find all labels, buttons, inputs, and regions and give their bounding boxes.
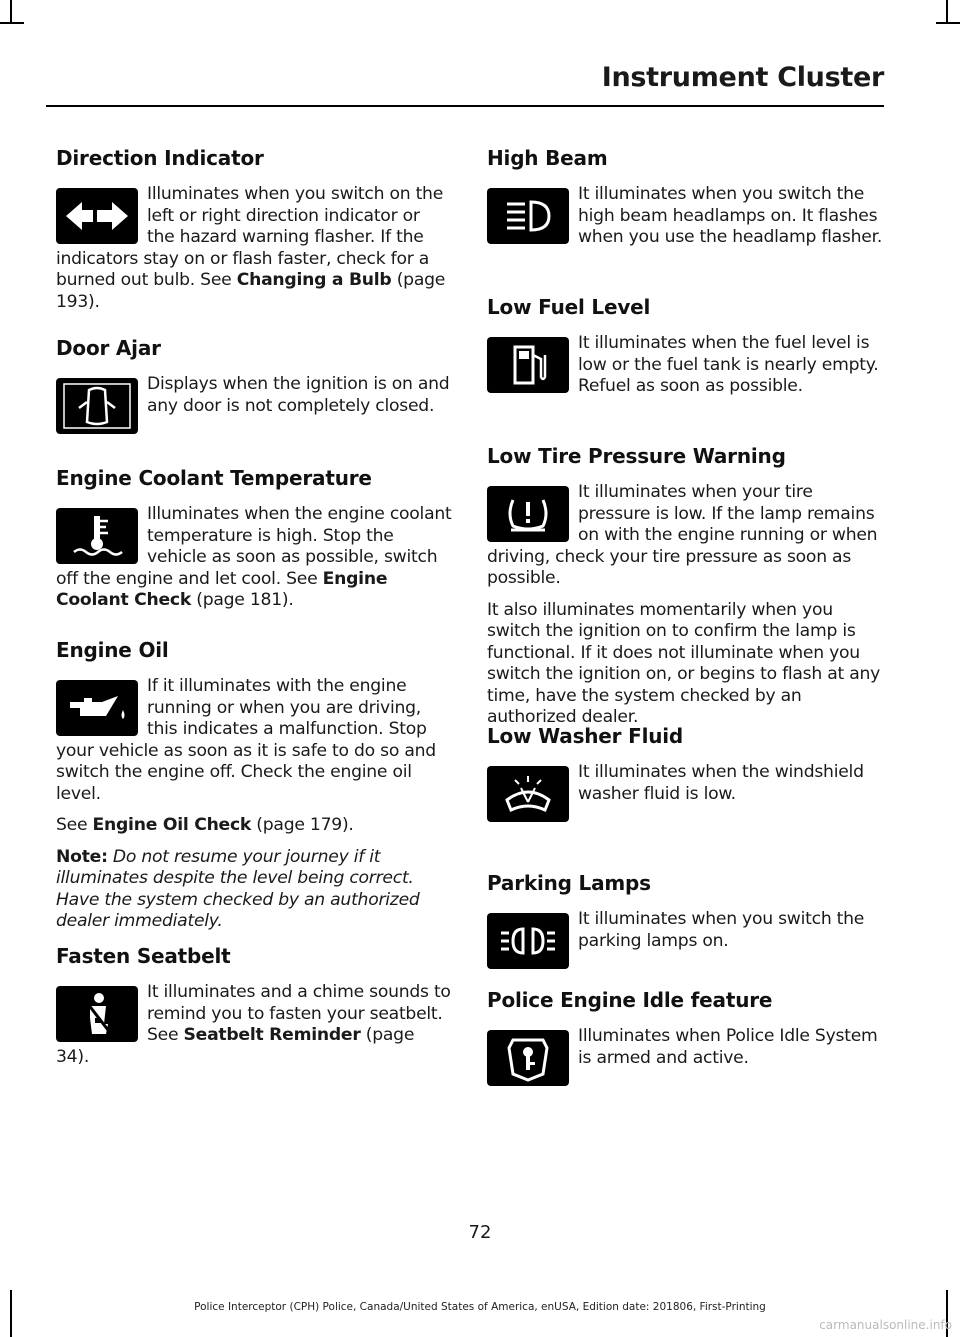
section-parking-lamps	[487, 871, 883, 988]
note: Note: Do not resume your journey if it illuminates despite the level being correct. Have the system checked by an authorized dealer immediately.	[56, 846, 420, 931]
crop-mark	[10, 0, 12, 24]
section-heading: High Beam	[487, 146, 608, 170]
section-heading: Fasten Seatbelt	[56, 944, 231, 968]
section-direction-indicator	[56, 146, 452, 336]
section-body: If it illuminates with the engine running or when you are driving, this indicates a malfunction. Stop your vehicle as soon as it is safe to do so and switch the engine off. Check the engine oil level.	[56, 676, 436, 804]
section-heading: Low Washer Fluid	[487, 724, 684, 748]
door-ajar-car-icon	[56, 378, 138, 434]
cross-reference[interactable]: Engine Oil Check	[92, 815, 252, 835]
section-body: It illuminates when you switch the high beam headlamps on. It flashes when you use the headlamp flasher.	[578, 184, 883, 247]
section-body-extra: It also illuminates momentarily when you switch the ignition on to confirm the lamp is functional. If it does not illuminate when you switch the ignition on, or begins to flash at any time, have the system checked by an authorized dealer.	[487, 599, 881, 727]
section-body: Illuminates when Police Idle System is armed and active.	[578, 1026, 878, 1068]
section-low-fuel	[487, 295, 883, 444]
section-engine-coolant	[56, 466, 452, 638]
direction-arrows-icon	[56, 188, 138, 244]
section-heading: Direction Indicator	[56, 146, 264, 170]
coolant-thermometer-icon	[56, 508, 138, 564]
section-body: Illuminates when you switch on the left or right direction indicator or the hazard warning flasher. If the indicators stay on or flash faster, check for a burned out bulb. See Changing a Bulb (page 193).	[56, 184, 446, 312]
section-body: It illuminates when your tire pressure is low. If the lamp remains on with the engine running or when driving, check your tire pressure as soon as possible.	[487, 482, 878, 588]
section-high-beam	[487, 146, 883, 295]
cross-reference[interactable]: Changing a Bulb	[236, 270, 392, 290]
section-door-ajar	[56, 336, 452, 466]
crop-mark	[946, 0, 948, 24]
section-low-washer-fluid	[487, 724, 883, 871]
section-body: Displays when the ignition is on and any door is not completely closed.	[147, 374, 450, 416]
see-reference: See Engine Oil Check (page 179).	[56, 815, 354, 835]
section-body: It illuminates when you switch the parking lamps on.	[578, 909, 865, 951]
section-heading: Low Fuel Level	[487, 295, 651, 319]
footer-edition: Police Interceptor (CPH) Police, Canada/United States of America, enUSA, Edition date: 201806, First-Printing	[194, 1301, 766, 1313]
section-heading: Door Ajar	[56, 336, 161, 360]
tire-pressure-icon	[487, 486, 569, 542]
washer-fluid-icon	[487, 766, 569, 822]
section-engine-oil	[56, 638, 452, 944]
cross-reference[interactable]: Seatbelt Reminder	[183, 1025, 361, 1045]
crop-mark	[936, 22, 960, 24]
left-column	[56, 146, 452, 1068]
section-body: It illuminates when the windshield washer fluid is low.	[578, 762, 864, 804]
section-heading: Engine Coolant Temperature	[56, 466, 372, 490]
section-police-engine-idle	[487, 988, 883, 1069]
section-heading: Low Tire Pressure Warning	[487, 444, 786, 468]
watermark: carmanualsonline.info	[819, 1318, 952, 1332]
page-number: 72	[468, 1222, 492, 1243]
section-body: Illuminates when the engine coolant temperature is high. Stop the vehicle as soon as possible, switch off the engine and let cool. See Engine Coolant Check (page 181).	[56, 504, 452, 610]
section-heading: Parking Lamps	[487, 871, 651, 895]
section-body: It illuminates and a chime sounds to remind you to fasten your seatbelt. See Seatbelt Reminder (page 34).	[56, 982, 451, 1067]
crop-mark	[10, 1290, 12, 1337]
fuel-pump-icon	[487, 337, 569, 393]
section-fasten-seatbelt	[56, 944, 452, 1068]
parking-lamps-icon	[487, 913, 569, 969]
crop-mark	[0, 22, 24, 24]
section-heading: Police Engine Idle feature	[487, 988, 773, 1012]
oil-can-icon	[56, 680, 138, 736]
cross-reference[interactable]: Engine Coolant Check	[56, 568, 388, 610]
section-body: It illuminates when the fuel level is low or the fuel tank is nearly empty. Refuel as soon as possible.	[578, 333, 879, 396]
section-low-tire-pressure	[487, 444, 883, 727]
right-column	[487, 146, 883, 1090]
high-beam-icon	[487, 188, 569, 244]
section-heading: Engine Oil	[56, 638, 169, 662]
seatbelt-person-icon	[56, 986, 138, 1042]
header-rule	[46, 105, 884, 107]
page-title: Instrument Cluster	[601, 62, 884, 93]
police-idle-key-icon	[487, 1030, 569, 1086]
